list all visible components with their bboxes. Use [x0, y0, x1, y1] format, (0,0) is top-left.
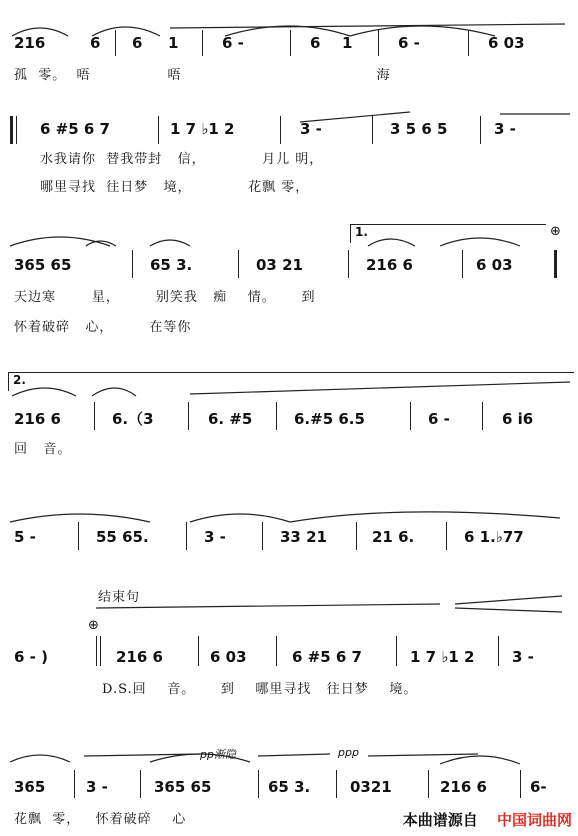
- note-group: 216 6: [366, 256, 413, 274]
- note-group: 6 - ): [14, 648, 48, 666]
- repeat-end: [554, 250, 557, 278]
- note-group: 1: [168, 34, 179, 52]
- note-group: 3 -: [512, 648, 534, 666]
- barline: [482, 402, 483, 430]
- volta-number: 1.: [355, 225, 368, 239]
- note-group: 6. #5: [208, 410, 253, 428]
- barline: [410, 402, 411, 430]
- note-group: 1 7 ♭1 2: [170, 120, 235, 138]
- barline: [198, 636, 199, 666]
- barline: [96, 636, 97, 666]
- note-group: 6: [132, 34, 143, 52]
- note-group: 216 6: [116, 648, 163, 666]
- watermark-source-text: 本曲谱源自: [402, 811, 478, 829]
- note-group: 6: [310, 34, 321, 52]
- barline: [520, 770, 521, 798]
- barline: [158, 116, 159, 144]
- barline: [74, 770, 75, 798]
- barline: [276, 636, 277, 666]
- note-group: 365 65: [14, 256, 72, 274]
- ending-phrase-label: 结束句: [98, 590, 141, 605]
- note-group: 1: [342, 34, 353, 52]
- barline: [378, 30, 379, 56]
- lyric-line: 回 音。: [14, 442, 72, 457]
- note-group: 6: [90, 34, 101, 52]
- barline: [238, 250, 239, 278]
- slurs-6: [0, 590, 578, 630]
- barline: [132, 250, 133, 278]
- note-group: 3 5 6 5: [390, 120, 448, 138]
- note-group: 6 1.♭77: [464, 528, 524, 546]
- second-ending-bracket: [8, 372, 574, 391]
- barline: [348, 250, 349, 278]
- barline: [428, 770, 429, 798]
- barline: [186, 522, 187, 550]
- note-group: 6 #5 6 7: [40, 120, 110, 138]
- lyric-line: 怀着破碎 心， 在等你: [14, 320, 192, 335]
- volta-number: 2.: [13, 373, 26, 387]
- note-group: 3 -: [300, 120, 322, 138]
- barline: [16, 116, 17, 144]
- barline: [336, 770, 337, 798]
- barline: [115, 30, 116, 56]
- note-group: 6 -: [222, 34, 244, 52]
- barline: [462, 250, 463, 278]
- note-group: 3 -: [494, 120, 516, 138]
- note-group: 216 6: [14, 410, 61, 428]
- note-group: 6 -: [398, 34, 420, 52]
- barline: [468, 30, 469, 56]
- note-group: 6.#5 6.5: [294, 410, 365, 428]
- barline: [202, 30, 203, 56]
- note-group: 55 65.: [96, 528, 149, 546]
- slurs-7: [0, 742, 578, 782]
- note-group: 6 -: [428, 410, 450, 428]
- barline: [356, 522, 357, 550]
- barline: [276, 402, 277, 430]
- barline: [480, 116, 481, 144]
- lyric-line: 天边寒 星， 别笑我 痴 情。 到: [14, 290, 316, 305]
- lyric-line: 花飘 零， 怀着破碎 心: [14, 812, 187, 827]
- dynamic-mark: ppp: [338, 746, 359, 759]
- note-group: 216: [14, 34, 46, 52]
- note-group: 6 03: [476, 256, 513, 274]
- barline: [262, 522, 263, 550]
- coda-sign-icon: ⊕: [550, 224, 561, 239]
- note-group: 365: [14, 778, 46, 796]
- note-group: 65 3.: [268, 778, 311, 796]
- barline: [446, 522, 447, 550]
- note-group: 216 6: [440, 778, 487, 796]
- source-watermark: [403, 809, 572, 830]
- barline: [78, 522, 79, 550]
- barline: [94, 402, 95, 430]
- barline: [498, 636, 499, 666]
- lyric-line: 孤 零。 唔 唔 海: [14, 68, 391, 83]
- lyric-line: D.S.回 音。 到 哪里寻找 往日梦 境。: [102, 682, 418, 697]
- coda-sign-icon: ⊕: [88, 618, 99, 633]
- note-group: 65 3.: [150, 256, 193, 274]
- note-group: 3 -: [204, 528, 226, 546]
- barline: [396, 636, 397, 666]
- note-group: 6 03: [488, 34, 525, 52]
- note-group: 0321: [350, 778, 392, 796]
- lyric-line: 水我请你 替我带封 信， 月儿 明，: [40, 152, 324, 167]
- note-group: 3 -: [86, 778, 108, 796]
- note-group: 6 #5 6 7: [292, 648, 362, 666]
- first-ending-bracket: [350, 224, 546, 243]
- barline: [140, 770, 141, 798]
- note-group: 1 7 ♭1 2: [410, 648, 475, 666]
- note-group: 6 03: [210, 648, 247, 666]
- note-group: 33 21: [280, 528, 327, 546]
- note-group: 5 -: [14, 528, 36, 546]
- barline: [290, 30, 291, 56]
- repeat-start: [10, 116, 13, 144]
- note-group: 21 6.: [372, 528, 415, 546]
- barline: [100, 636, 101, 666]
- barline: [188, 402, 189, 430]
- note-group: 6 i6: [502, 410, 534, 428]
- note-group: 365 65: [154, 778, 212, 796]
- note-group: 6.（3: [112, 410, 154, 428]
- note-group: 03 21: [256, 256, 303, 274]
- barline: [258, 770, 259, 798]
- note-group: 6-: [530, 778, 547, 796]
- watermark-site-name: 中国词曲网: [496, 811, 572, 829]
- barline: [372, 116, 373, 144]
- lyric-line: 哪里寻找 往日梦 境， 花飘 零，: [40, 180, 310, 195]
- barline: [280, 116, 281, 144]
- dynamic-mark: pp渐隐: [200, 748, 236, 761]
